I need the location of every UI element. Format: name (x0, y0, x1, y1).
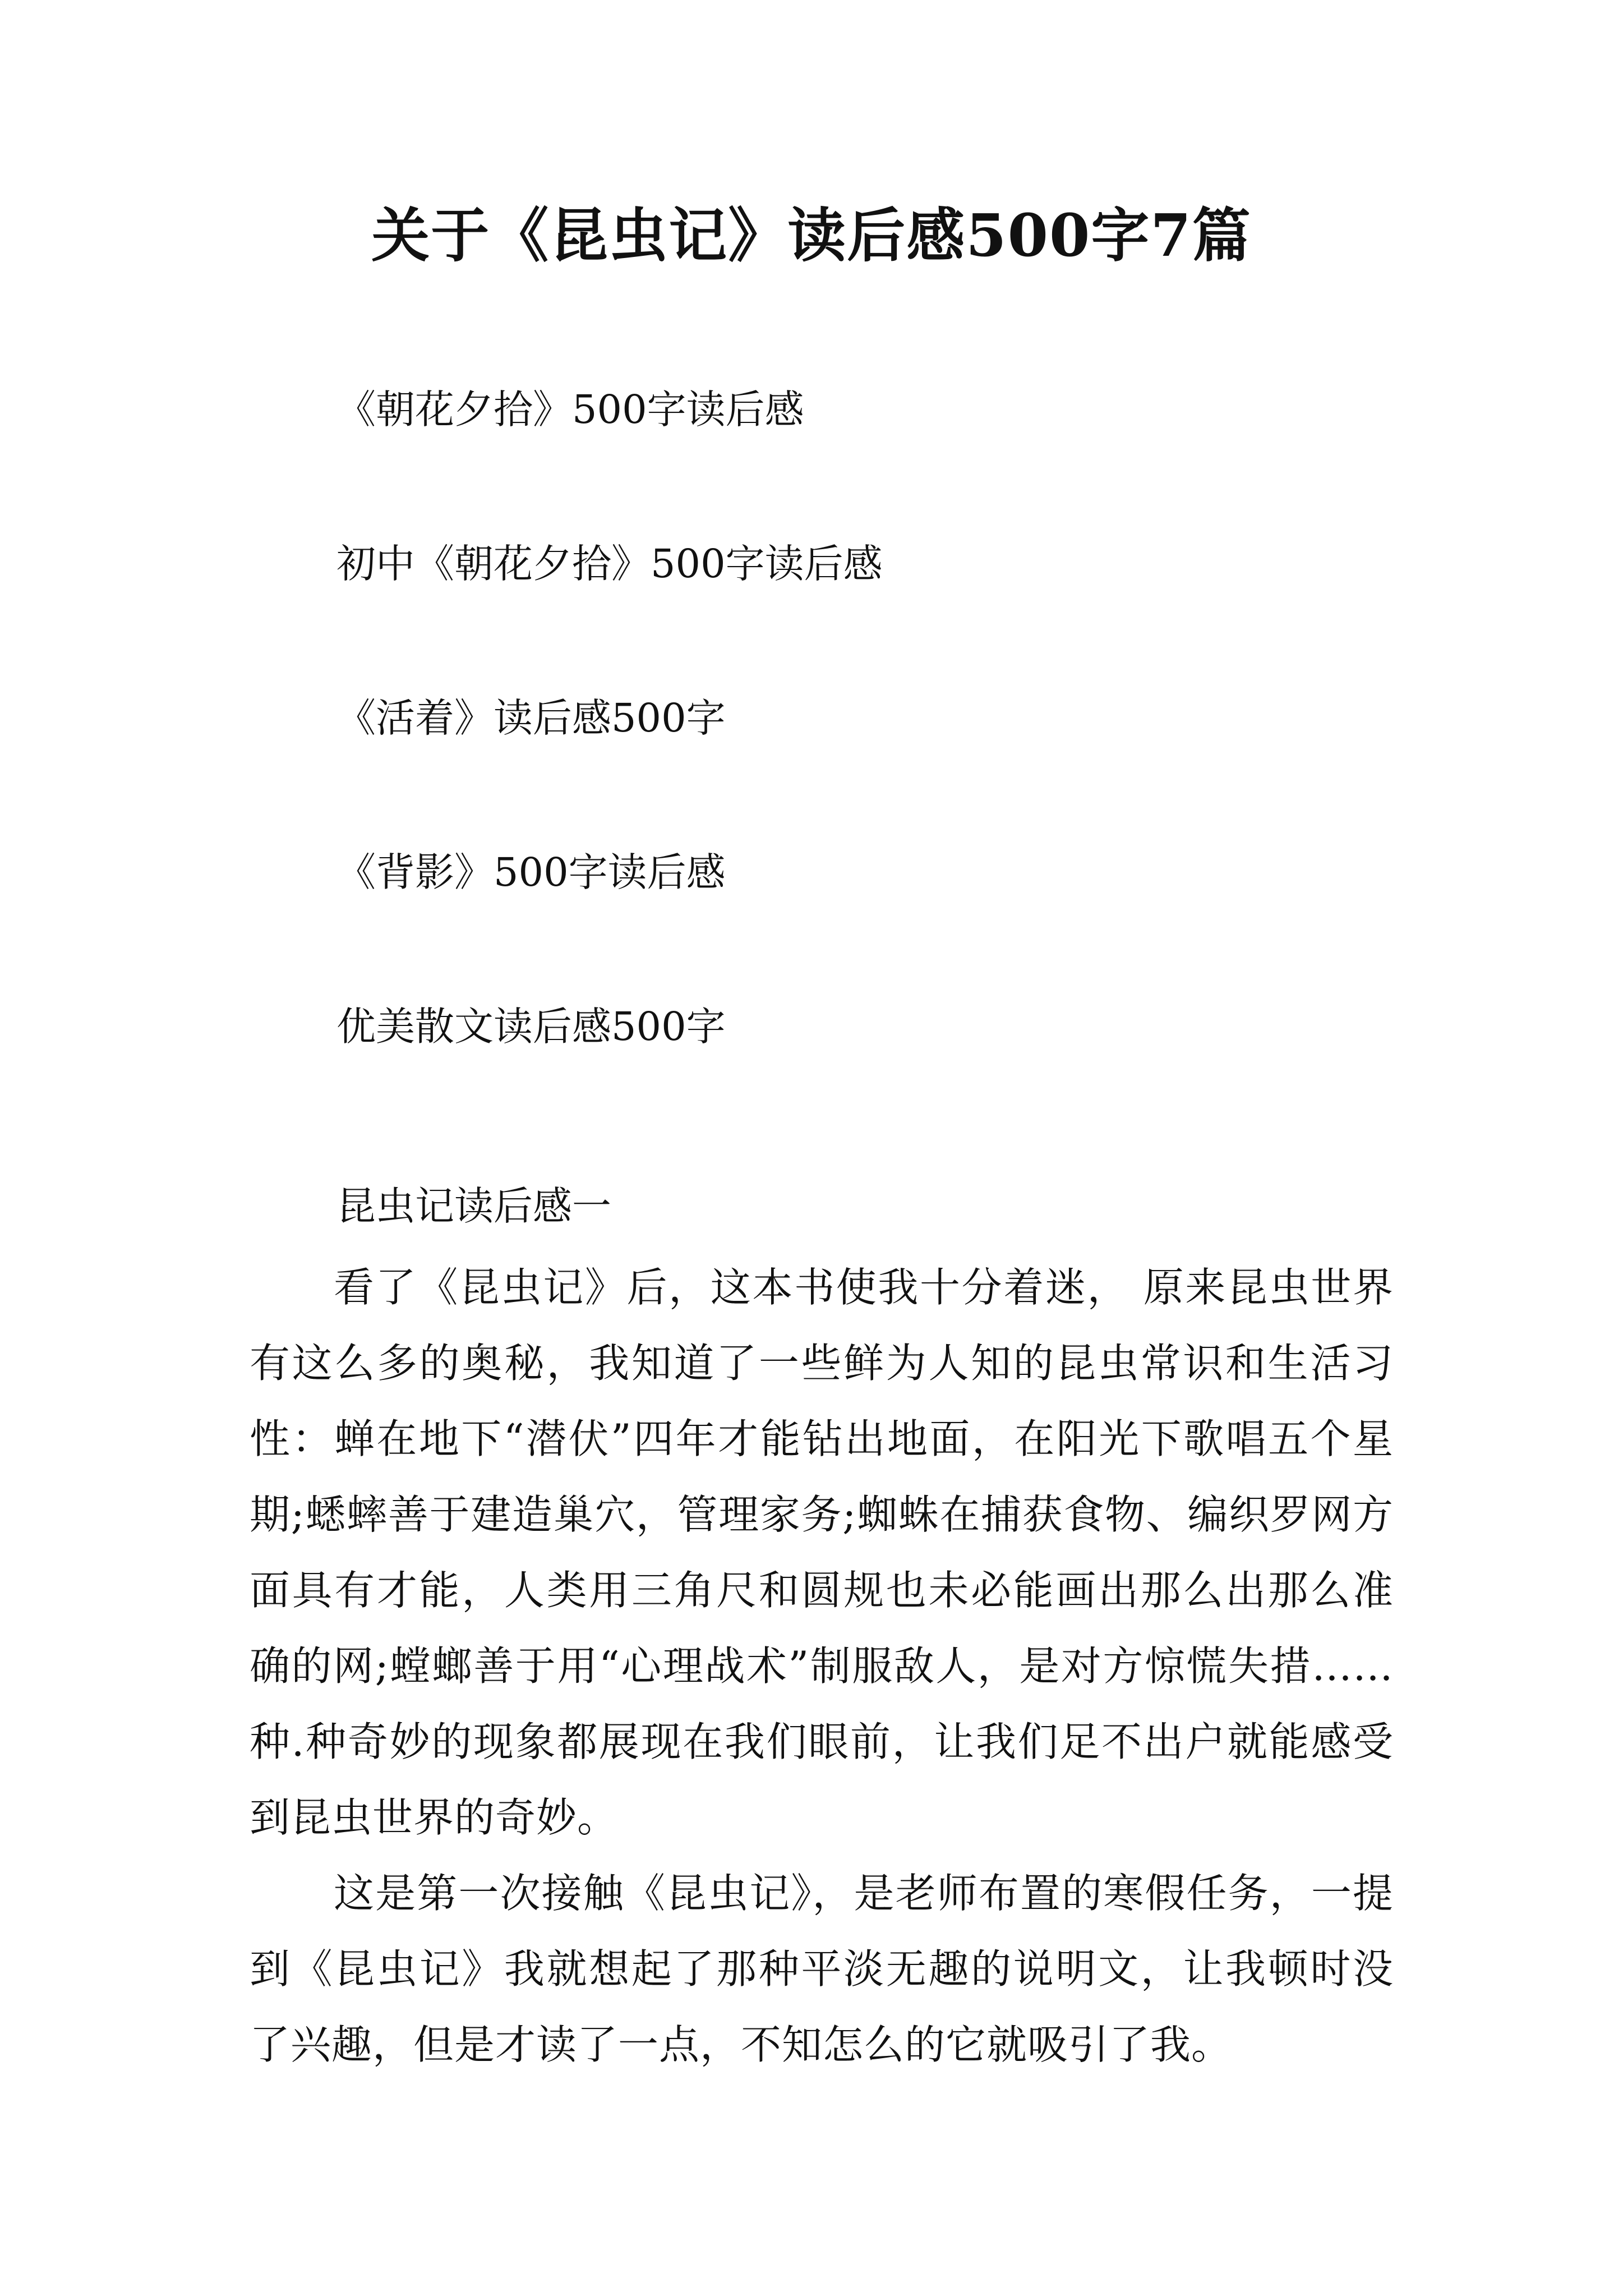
related-link[interactable]: 《背影》500字读后感 (336, 849, 726, 895)
related-link[interactable]: 初中《朝花夕拾》500字读后感 (336, 541, 883, 587)
related-link[interactable]: 《活着》读后感500字 (336, 695, 726, 741)
related-link[interactable]: 优美散文读后感500字 (336, 1004, 726, 1050)
related-links-list (336, 381, 1458, 1153)
paragraph: 看了《昆虫记》后，这本书使我十分着迷， 原来昆虫世界有这么多的奥秘，我知道了一些鲜为人知的昆虫常识和生活习性：蝉在地下“潜伏”四年才能钻出地面，在阳光下歌唱五个星期;蟋蟀善于建造巢穴，管理家务;蜘蛛在捕获食物、编织罗网方面具有才能，人类用三角尺和圆规也未必能画出那么出那么准确的网;螳螂善于用“心理战术”制服敌人，是对方惊慌失措……种.种奇妙的现象都展现在我们眼前，让我们足不出户就能感受到昆虫世界的奇妙。 (250, 1264, 1394, 1841)
document-title: 关于《昆虫记》读后感500字7篇 (371, 201, 1252, 270)
section-heading: 昆虫记读后感一 (336, 1183, 611, 1229)
paragraph: 这是第一次接触《昆虫记》，是老师布置的寒假任务，一提到《昆虫记》我就想起了那种平淡无趣的说明文，让我顿时没了兴趣，但是才读了一点，不知怎么的它就吸引了我。 (250, 1870, 1394, 2068)
related-link[interactable]: 《朝花夕拾》500字读后感 (336, 386, 804, 432)
body-text (250, 1250, 1394, 2083)
